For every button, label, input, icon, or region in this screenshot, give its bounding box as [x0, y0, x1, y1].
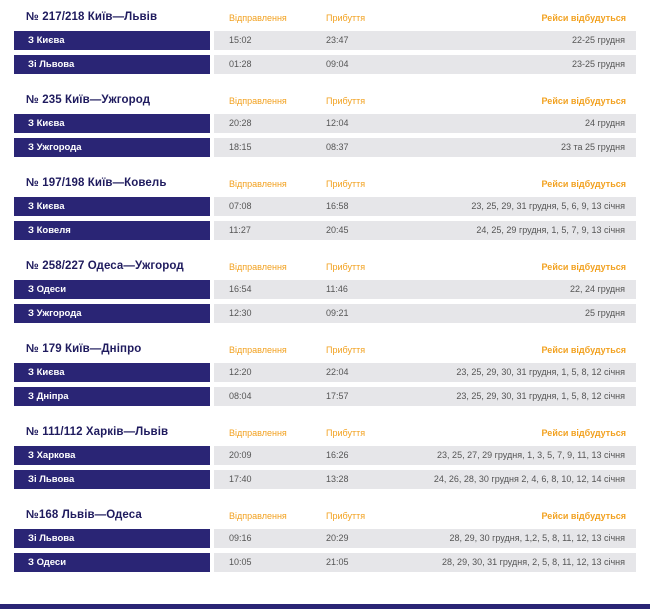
arrival-time: 11:46	[326, 284, 348, 294]
arrival-header: Прибуття	[326, 428, 366, 438]
schedule-info	[214, 304, 636, 323]
route-header	[0, 175, 650, 195]
run-days: 22, 24 грудня	[569, 284, 625, 294]
departure-header: Відправлення	[229, 511, 287, 521]
route-title: № 179 Київ—Дніпро	[26, 343, 142, 355]
run-days: 23-25 грудня	[571, 59, 625, 69]
departure-time: 18:15	[229, 142, 252, 152]
direction-label: Зі Львова	[14, 55, 210, 74]
route-title: № 217/218 Київ—Львів	[26, 11, 158, 23]
run-days: 23, 25, 27, 29 грудня, 1, 3, 5, 7, 9, 11, 13 січня	[437, 450, 625, 460]
schedule-info	[214, 470, 636, 489]
arrival-time: 13:28	[326, 474, 349, 484]
days-header: Рейси відбудуться	[541, 262, 626, 272]
departure-header: Відправлення	[229, 262, 287, 272]
route-title: № 258/227 Одеса—Ужгород	[26, 260, 184, 272]
departure-header: Відправлення	[229, 345, 287, 355]
schedule-info	[214, 280, 636, 299]
schedule-info	[214, 387, 636, 406]
days-header: Рейси відбудуться	[541, 96, 626, 106]
run-days: 24, 26, 28, 30 грудня 2, 4, 6, 8, 10, 12, 14 січня	[433, 474, 625, 484]
run-days: 23, 25, 29, 30, 31 грудня, 1, 5, 8, 12 січня	[456, 367, 625, 377]
schedule-info	[214, 114, 636, 133]
arrival-time: 20:29	[326, 533, 349, 543]
departure-time: 07:08	[229, 201, 252, 211]
route-block	[0, 332, 650, 415]
departure-header: Відправлення	[229, 13, 287, 23]
run-days: 23, 25, 29, 30, 31 грудня, 1, 5, 8, 12 січня	[456, 391, 625, 401]
route-block	[0, 415, 650, 498]
arrival-header: Прибуття	[326, 13, 366, 23]
schedule-row	[0, 304, 650, 323]
arrival-time: 22:04	[326, 367, 349, 377]
departure-time: 12:20	[229, 367, 252, 377]
days-header: Рейси відбудуться	[541, 428, 626, 438]
arrival-time: 16:58	[326, 201, 349, 211]
run-days: 23 та 25 грудня	[560, 142, 625, 152]
arrival-time: 12:04	[326, 118, 349, 128]
arrival-header: Прибуття	[326, 345, 366, 355]
direction-label: З Дніпра	[14, 387, 210, 406]
schedule-row	[0, 114, 650, 133]
departure-time: 12:30	[229, 308, 252, 318]
direction-label: Зі Львова	[14, 470, 210, 489]
direction-label: З Києва	[14, 197, 210, 216]
departure-time: 10:05	[229, 557, 252, 567]
departure-time: 16:54	[229, 284, 252, 294]
departure-time: 09:16	[229, 533, 252, 543]
arrival-header: Прибуття	[326, 179, 366, 189]
schedule-info	[214, 221, 636, 240]
bottom-bar	[0, 604, 650, 609]
schedule-row	[0, 55, 650, 74]
arrival-time: 08:37	[326, 142, 349, 152]
direction-label: З Одеси	[14, 280, 210, 299]
direction-label: З Ковеля	[14, 221, 210, 240]
departure-header: Відправлення	[229, 96, 287, 106]
days-header: Рейси відбудуться	[541, 13, 626, 23]
run-days: 25 грудня	[585, 308, 625, 318]
route-header	[0, 341, 650, 361]
schedule-row	[0, 138, 650, 157]
arrival-time: 16:26	[326, 450, 349, 460]
schedule-row	[0, 280, 650, 299]
schedule-info	[214, 55, 636, 74]
route-block	[0, 0, 650, 83]
days-header: Рейси відбудуться	[541, 179, 626, 189]
days-header: Рейси відбудуться	[541, 345, 626, 355]
run-days: 28, 29, 30, 31 грудня, 2, 5, 8, 11, 12, 13 січня	[442, 557, 625, 567]
arrival-time: 17:57	[326, 391, 349, 401]
departure-time: 01:28	[229, 59, 252, 69]
run-days: 24 грудня	[585, 118, 625, 128]
direction-label: З Києва	[14, 363, 210, 382]
route-block	[0, 83, 650, 166]
direction-label: З Харкова	[14, 446, 210, 465]
schedule-row	[0, 553, 650, 572]
route-block	[0, 249, 650, 332]
route-title: № 235 Київ—Ужгород	[26, 94, 151, 106]
days-header: Рейси відбудуться	[541, 511, 626, 521]
arrival-time: 21:05	[326, 557, 349, 567]
schedule-row	[0, 387, 650, 406]
direction-label: З Ужгорода	[14, 138, 210, 157]
departure-time: 20:28	[229, 118, 252, 128]
direction-label: З Києва	[14, 114, 210, 133]
arrival-time: 09:21	[326, 308, 349, 318]
route-block	[0, 166, 650, 249]
departure-time: 17:40	[229, 474, 252, 484]
run-days: 28, 29, 30 грудня, 1,2, 5, 8, 11, 12, 13 січня	[449, 533, 625, 543]
schedule-info	[214, 363, 636, 382]
departure-time: 11:27	[229, 225, 251, 235]
schedule-row	[0, 470, 650, 489]
schedule-info	[214, 553, 636, 572]
arrival-header: Прибуття	[326, 262, 366, 272]
direction-label: Зі Львова	[14, 529, 210, 548]
route-title: № 111/112 Харків—Львів	[26, 426, 169, 438]
route-title: №168 Львів—Одеса	[26, 509, 142, 521]
arrival-time: 23:47	[326, 35, 349, 45]
route-title: № 197/198 Київ—Ковель	[26, 177, 167, 189]
departure-header: Відправлення	[229, 428, 287, 438]
direction-label: З Одеси	[14, 553, 210, 572]
schedule-row	[0, 197, 650, 216]
schedule-info	[214, 529, 636, 548]
route-header	[0, 424, 650, 444]
direction-label: З Ужгорода	[14, 304, 210, 323]
route-header	[0, 92, 650, 112]
departure-time: 15:02	[229, 35, 252, 45]
run-days: 24, 25, 29 грудня, 1, 5, 7, 9, 13 січня	[476, 225, 625, 235]
arrival-time: 09:04	[326, 59, 349, 69]
direction-label: З Києва	[14, 31, 210, 50]
schedule-row	[0, 363, 650, 382]
arrival-header: Прибуття	[326, 96, 366, 106]
schedule-row	[0, 529, 650, 548]
departure-time: 08:04	[229, 391, 252, 401]
schedule-info	[214, 31, 636, 50]
schedule-info	[214, 197, 636, 216]
arrival-time: 20:45	[326, 225, 349, 235]
arrival-header: Прибуття	[326, 511, 366, 521]
schedule-info	[214, 138, 636, 157]
schedule-row	[0, 31, 650, 50]
run-days: 22-25 грудня	[571, 35, 625, 45]
route-block	[0, 498, 650, 581]
schedule-row	[0, 221, 650, 240]
departure-header: Відправлення	[229, 179, 287, 189]
route-header	[0, 9, 650, 29]
schedule-info	[214, 446, 636, 465]
run-days: 23, 25, 29, 31 грудня, 5, 6, 9, 13 січня	[471, 201, 625, 211]
departure-time: 20:09	[229, 450, 252, 460]
schedule-row	[0, 446, 650, 465]
route-header	[0, 258, 650, 278]
route-header	[0, 507, 650, 527]
